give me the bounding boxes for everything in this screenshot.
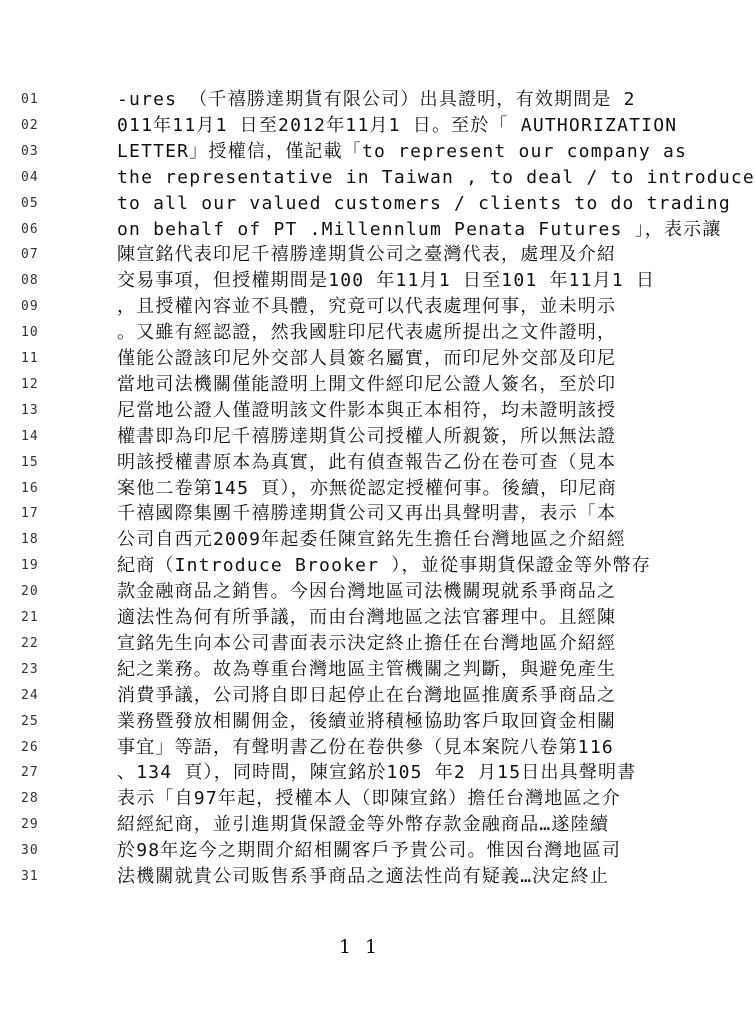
line-text: ，且授權內容並不具體，究竟可以代表處理何事，並未明示 xyxy=(117,296,617,318)
line-text: 紀商（Introduce Brooker ），並從事期貨保證金等外幣存 xyxy=(117,555,652,577)
line-number: 06 xyxy=(21,221,39,237)
line-text: 適法性為何有所爭議，而由台灣地區之法官審理中。且經陳 xyxy=(117,607,617,628)
line-text: 法機關就貴公司販售系爭商品之適法性尚有疑義…決定終止 xyxy=(117,866,610,887)
text-line xyxy=(0,269,720,293)
text-line xyxy=(0,736,720,760)
line-number: 14 xyxy=(21,428,39,444)
text-line xyxy=(0,218,720,242)
line-text: 於98年迄今之期間介紹相關客戶予貴公司。惟因台灣地區司 xyxy=(117,840,622,862)
line-text: 事宜」等語，有聲明書乙份在卷供參（見本案院八卷第116 xyxy=(117,736,614,758)
text-line xyxy=(0,761,720,785)
text-line xyxy=(0,295,720,319)
line-number: 01 xyxy=(21,92,39,107)
text-line xyxy=(0,839,720,863)
line-number: 10 xyxy=(21,325,39,341)
line-number: 09 xyxy=(21,299,39,315)
line-text: 僅能公證該印尼外交部人員簽名屬實，而印尼外交部及印尼 xyxy=(117,348,617,369)
line-text: 當地司法機關僅能證明上開文件經印尼公證人簽名，至於印 xyxy=(117,373,617,395)
text-line xyxy=(0,451,720,475)
line-number: 30 xyxy=(21,843,39,859)
line-number: 02 xyxy=(21,117,39,133)
line-text: 款金融商品之銷售。今因台灣地區司法機關現就系爭商品之 xyxy=(117,581,617,603)
line-number: 07 xyxy=(21,247,39,263)
line-number: 12 xyxy=(21,376,39,392)
line-text: to all our valued customers / clients to do trading xyxy=(117,192,731,214)
text-line xyxy=(0,787,720,811)
line-text: 表示「自97年起，授權本人（即陳宣銘）擔任台灣地區之介 xyxy=(117,788,622,810)
line-text: 案他二卷第145 頁），亦無從認定授權何事。後續，印尼商 xyxy=(117,477,617,499)
text-line xyxy=(0,425,720,449)
line-text: 明該授權書原本為真實，此有偵查報告乙份在卷可查（見本 xyxy=(117,451,617,473)
line-text: 千禧國際集團千禧勝達期貨公司又再出具聲明書，表示「本 xyxy=(117,503,617,525)
line-number: 19 xyxy=(21,558,39,574)
line-number: 21 xyxy=(21,610,39,625)
line-text: 陳宣銘代表印尼千禧勝達期貨公司之臺灣代表，處理及介紹 xyxy=(117,244,617,266)
text-line xyxy=(0,477,720,501)
line-text: 紹經紀商，並引進期貨保證金等外幣存款金融商品…遂陸續 xyxy=(117,814,610,836)
line-number: 24 xyxy=(21,687,39,703)
line-text: 、134 頁），同時間，陳宣銘於105 年2 月15日出具聲明書 xyxy=(117,762,637,784)
text-line xyxy=(0,710,720,734)
line-number: 29 xyxy=(21,817,39,833)
line-text: -ures （千禧勝達期貨有限公司）出具證明，有效期間是 2 xyxy=(117,89,636,110)
line-number: 03 xyxy=(21,143,39,159)
line-number: 28 xyxy=(21,791,39,807)
line-number: 08 xyxy=(21,273,39,289)
text-line xyxy=(0,399,720,423)
text-line xyxy=(0,554,720,578)
line-number: 25 xyxy=(21,713,39,729)
line-text: 權書即為印尼千禧勝達期貨公司授權人所親簽，所以無法證 xyxy=(117,425,617,447)
text-line xyxy=(0,321,720,345)
line-text: the representative in Taiwan , to deal / to introduce xyxy=(117,166,755,188)
line-number: 31 xyxy=(21,869,39,884)
line-number: 11 xyxy=(21,351,39,366)
text-line xyxy=(0,192,731,216)
text-line xyxy=(0,528,720,552)
page-number: 1 1 xyxy=(338,936,382,958)
line-number: 27 xyxy=(21,765,39,781)
line-number: 05 xyxy=(21,195,39,211)
text-line xyxy=(0,606,720,630)
line-number: 13 xyxy=(21,402,39,418)
line-number: 16 xyxy=(21,480,39,496)
line-number: 26 xyxy=(21,739,39,755)
text-line xyxy=(0,658,720,682)
text-line xyxy=(0,88,720,112)
text-line xyxy=(0,632,720,656)
text-line xyxy=(0,580,720,604)
line-number: 17 xyxy=(21,506,39,522)
line-text: 011年11月1 日至2012年11月1 日。至於「 AUTHORIZATION xyxy=(117,114,678,136)
text-line xyxy=(0,684,720,708)
text-line xyxy=(0,373,720,397)
line-text: on behalf of PT .Millennlum Penata Futures 」，表示讓 xyxy=(117,218,722,240)
text-line xyxy=(0,140,720,164)
line-text: 業務暨發放相關佣金，後續並將積極協助客戶取回資金相關 xyxy=(117,710,617,732)
line-number: 18 xyxy=(21,532,39,548)
line-number: 20 xyxy=(21,584,39,600)
text-line xyxy=(0,865,720,889)
line-text: 公司自西元2009年起委任陳宣銘先生擔任台灣地區之介紹經 xyxy=(117,529,626,551)
line-text: LETTER」授權信，僅記載「to represent our company as xyxy=(117,140,688,162)
line-text: 紀之業務。故為尊重台灣地區主管機關之判斷，與避免產生 xyxy=(117,658,617,680)
line-text: 宣銘先生向本公司書面表示決定終止擔任在台灣地區介紹經 xyxy=(117,632,617,654)
line-number: 04 xyxy=(21,169,39,185)
text-line xyxy=(0,347,720,371)
line-text: 。又雖有經認證，然我國駐印尼代表處所提出之文件證明， xyxy=(117,322,617,344)
text-line xyxy=(0,114,720,138)
line-text: 消費爭議，公司將自即日起停止在台灣地區推廣系爭商品之 xyxy=(117,684,617,706)
line-number: 22 xyxy=(21,635,39,651)
text-line xyxy=(0,166,755,190)
text-line xyxy=(0,243,720,267)
line-number: 15 xyxy=(21,454,39,470)
text-line xyxy=(0,813,720,837)
line-text: 尼當地公證人僅證明該文件影本與正本相符，均未證明該授 xyxy=(117,399,617,421)
line-number: 23 xyxy=(21,661,39,677)
text-line xyxy=(0,502,720,526)
line-text: 交易事項，但授權期間是100 年11月1 日至101 年11月1 日 xyxy=(117,270,656,292)
